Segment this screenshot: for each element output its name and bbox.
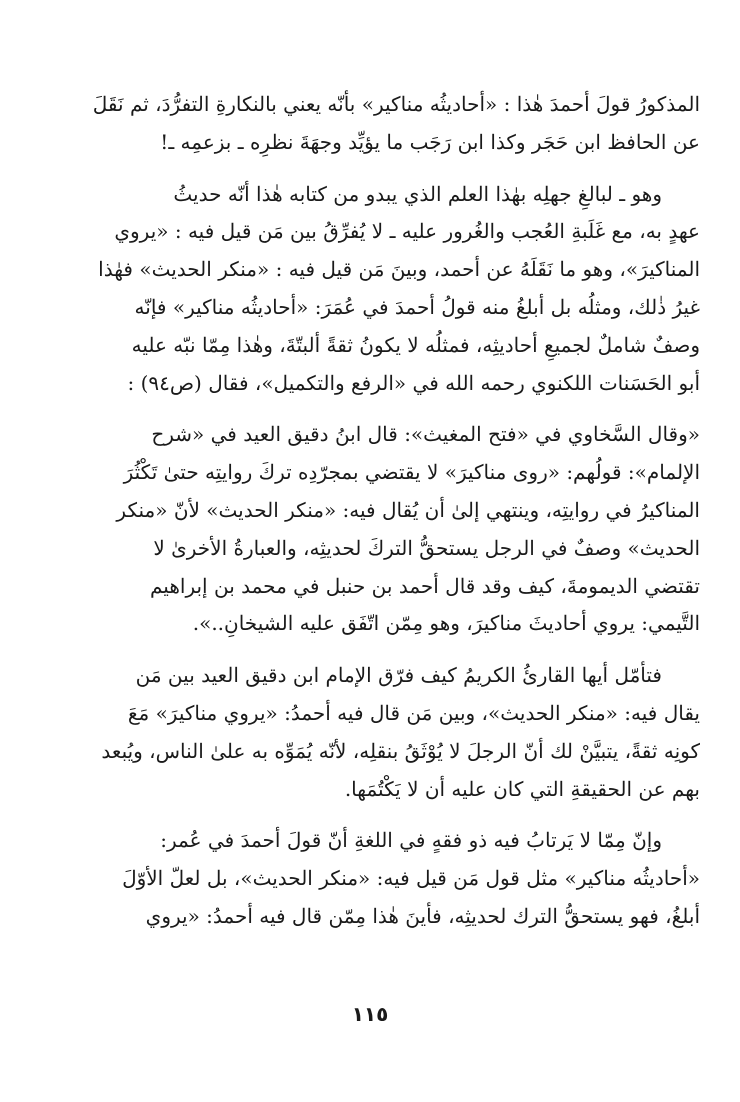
quotation-paragraph bbox=[74, 416, 700, 643]
text-line: غيرُ ذٰلك، ومثلُه بل أبلغُ منه قولُ أحمدَ في عُمَرَ: «أحاديثُه مناكير» فإنّه bbox=[134, 294, 700, 319]
text-line: المناكيرُ في روايتِه، وينتهي إلىٰ أن يُقال فيه: «منكر الحديث» لأنّ «منكر bbox=[116, 497, 700, 522]
paragraph-1 bbox=[74, 86, 700, 162]
text-line: الإلمام»: قولُهم: «روى مناكيرَ» لا يقتضي بمجرّدِه تركَ روايتِه حتىٰ تَكْثُرَ bbox=[123, 460, 700, 485]
paragraph-5 bbox=[74, 822, 700, 935]
text-line: «وقال السَّخاوي في «فتح المغيث»: قال ابنُ دقيق العيد في «شرح bbox=[151, 422, 700, 447]
text-line: عهدٍ به، مع غَلَبةِ العُجب والغُرور عليه ـ لا يُفرِّقُ بين مَن قيل فيه : «يروي bbox=[114, 219, 700, 244]
paragraph-4 bbox=[74, 657, 700, 808]
paragraph-2 bbox=[74, 176, 700, 403]
text-line: كونِه ثقةً، يتبيَّنْ لك أنّ الرجلَ لا يُوْثَقُ بنقلِه، لأنّه يُمَوِّه به علىٰ الناس، ويُبعد bbox=[101, 738, 700, 763]
page-number: ١١٥ bbox=[351, 1002, 389, 1026]
page-body bbox=[74, 86, 700, 950]
text-line: أبو الحَسَنات اللكنوي رحمه الله في «الرفع والتكميل»، فقال (ص٩٤) : bbox=[127, 370, 700, 395]
text-line: أبلغُ، فهو يستحقُّ الترك لحديثِه، فأينَ هٰذا مِمّن قال فيه أحمدُ: «يروي bbox=[145, 903, 700, 928]
text-line: عن الحافظ ابن حَجَر وكذا ابن رَجَب ما يؤيِّد وجهَةَ نظرِه ـ بزعمِه ـ! bbox=[160, 129, 700, 154]
text-line: وإنّ مِمّا لا يَرتابُ فيه ذو فقهٍ في اللغةِ أنّ قولَ أحمدَ في عُمر: bbox=[160, 828, 662, 853]
text-line: «أحاديثُه مناكير» مثل قول مَن قيل فيه: «منكر الحديث»، بل لعلّ الأوّلَ bbox=[122, 866, 700, 891]
text-line: يقال فيه: «منكر الحديث»، وبين مَن قال فيه أحمدُ: «يروي مناكيرَ» مَعَ bbox=[127, 700, 700, 725]
text-line: وصفٌ شاملٌ لجميعِ أحاديثِه، فمثلُه لا يكونُ ثقةً ألبتّةَ، وهٰذا مِمّا نبّه عليه bbox=[131, 332, 700, 357]
text-line: المناكيرَ»، وهو ما نَقَلَهُ عن أحمد، وبينَ مَن قيل فيه : «منكر الحديث» فهٰذا bbox=[98, 257, 700, 282]
text-line: بهم عن الحقيقةِ التي كان عليه أن لا يَكْتُمَها. bbox=[344, 776, 700, 801]
text-line: وهو ـ لبالغِ جهلِه بهٰذا العلم الذي يبدو من كتابه هٰذا أنّه حديثُ bbox=[173, 181, 662, 206]
text-line: فتأمّل أيها القارئُ الكريمُ كيف فرّق الإمام ابن دقيق العيد بين مَن bbox=[135, 663, 662, 688]
text-line: التَّيمي: يروي أحاديثَ مناكيرَ، وهو مِمّن اتّفَق عليه الشيخانِ..». bbox=[192, 611, 700, 636]
text-line: المذكورُ قولَ أحمدَ هٰذا : «أحاديثُه مناكير» بأنّه يعني بالنكارةِ التفرُّدَ، ثم نَقَلَ bbox=[92, 92, 700, 116]
text-line: تقتضي الديمومةَ، كيف وقد قال أحمد بن حنبل في محمد بن إبراهيم bbox=[150, 573, 700, 598]
text-line: الحديث» وصفٌ في الرجل يستحقُّ التركَ لحديثِه، والعبارةُ الأخرىٰ لا bbox=[153, 535, 700, 560]
